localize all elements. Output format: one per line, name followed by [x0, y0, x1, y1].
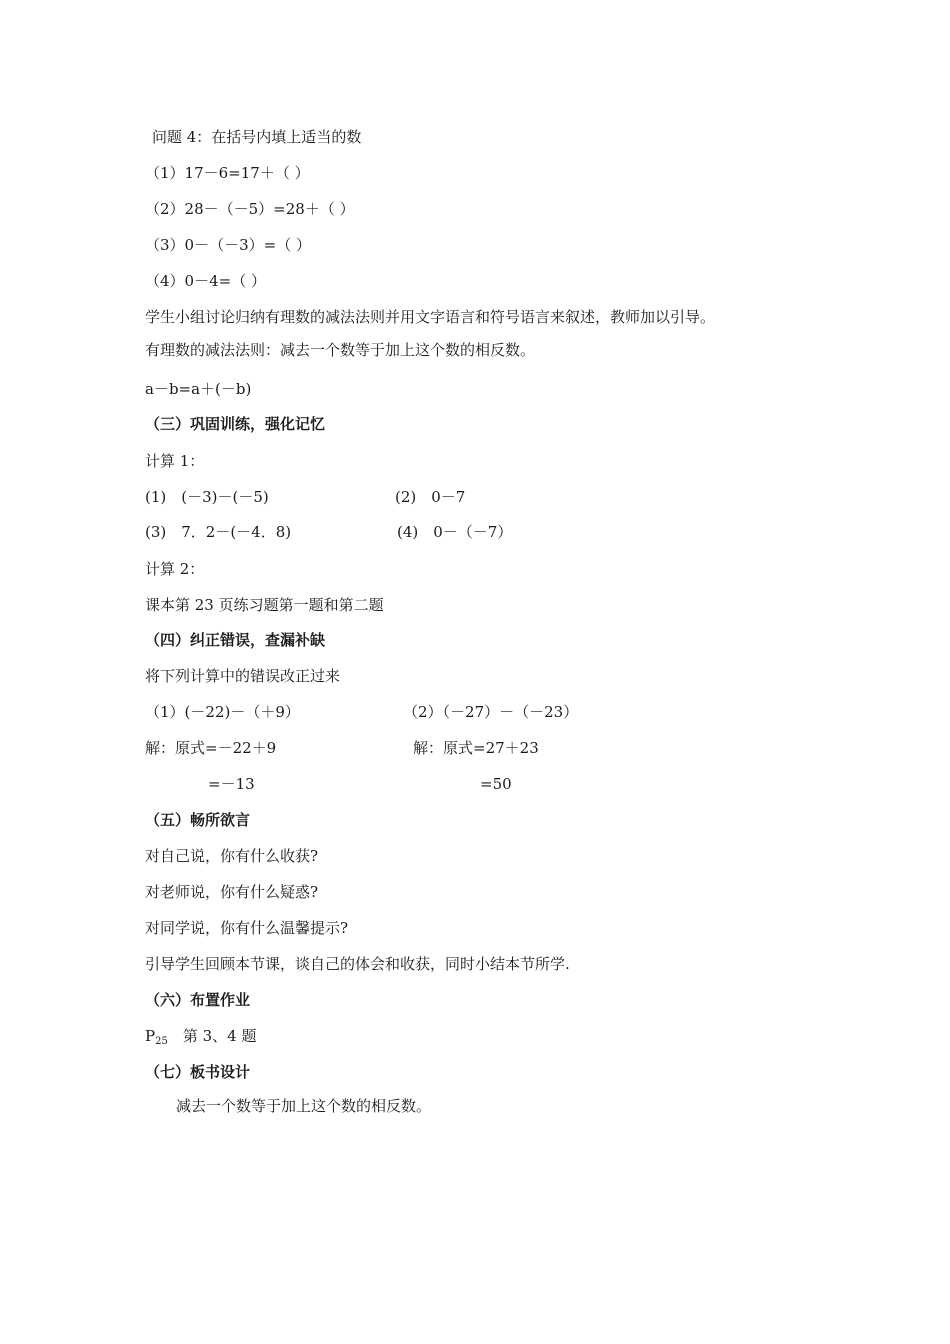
- discussion-text: 学生小组讨论归纳有理数的减法法则并用文字语言和符号语言来叙述，教师加以引导。: [145, 308, 716, 326]
- reflection-teacher: 对老师说，你有什么疑惑?: [145, 883, 319, 901]
- correction-intro: 将下列计算中的错误改正过来: [145, 667, 341, 685]
- section-4-heading: （四）纠正错误，查漏补缺: [145, 631, 326, 649]
- page-number: 25: [155, 1036, 168, 1047]
- rule-formula: a－b=a＋(－b): [145, 380, 252, 398]
- homework-task: 第 3、4 题: [167, 1027, 257, 1045]
- section-6-heading: （六）布置作业: [145, 991, 251, 1009]
- calc-2-label: 计算 2：: [145, 560, 205, 578]
- calc-1-problem-4: (4) 0－（－7）: [397, 523, 513, 541]
- solution-2-result: =50: [480, 775, 512, 793]
- question-4-item-2: （2）28－（－5）=28＋（ ）: [145, 200, 355, 218]
- summary-guidance: 引导学生回顾本节课，谈自己的体会和收获，同时小结本节所学.: [145, 955, 570, 973]
- calc-1-problem-2: (2) 0－7: [395, 488, 466, 506]
- calc-1-problem-3: (3) 7．2－(－4．8): [145, 523, 292, 541]
- question-4-title: 问题 4：在括号内填上适当的数: [152, 128, 362, 146]
- question-4-item-3: （3）0－（－3）=（ ）: [145, 236, 311, 254]
- homework-assignment: [145, 1026, 256, 1052]
- reflection-classmates: 对同学说，你有什么温馨提示?: [145, 919, 349, 937]
- section-5-heading: （五）畅所欲言: [145, 811, 251, 829]
- blackboard-design-content: 减去一个数等于加上这个数的相反数。: [176, 1097, 432, 1115]
- section-7-heading: （七）板书设计: [145, 1063, 251, 1081]
- reflection-self: 对自己说，你有什么收获?: [145, 847, 319, 865]
- section-3-heading: （三）巩固训练，强化记忆: [145, 415, 326, 433]
- solution-1-result: =－13: [208, 775, 255, 793]
- subtraction-rule: 有理数的减法法则：减去一个数等于加上这个数的相反数。: [145, 341, 536, 359]
- textbook-exercise: 课本第 23 页练习题第一题和第二题: [145, 596, 384, 614]
- question-4-item-4: （4）0－4=（ ）: [145, 272, 266, 290]
- solution-2-step: 解：原式=27＋23: [413, 739, 539, 757]
- solution-1-step: 解：原式=－22＋9: [145, 739, 277, 757]
- question-4-item-1: （1）17－6=17＋（ ）: [145, 164, 310, 182]
- error-problem-2: （2）（－27）－（－23）: [403, 703, 579, 721]
- error-problem-1: （1）(－22)－（＋9）: [145, 703, 300, 721]
- calc-1-label: 计算 1：: [145, 452, 205, 470]
- calc-1-problem-1: (1) (－3)－(－5): [145, 488, 269, 506]
- page-prefix: P: [145, 1027, 156, 1045]
